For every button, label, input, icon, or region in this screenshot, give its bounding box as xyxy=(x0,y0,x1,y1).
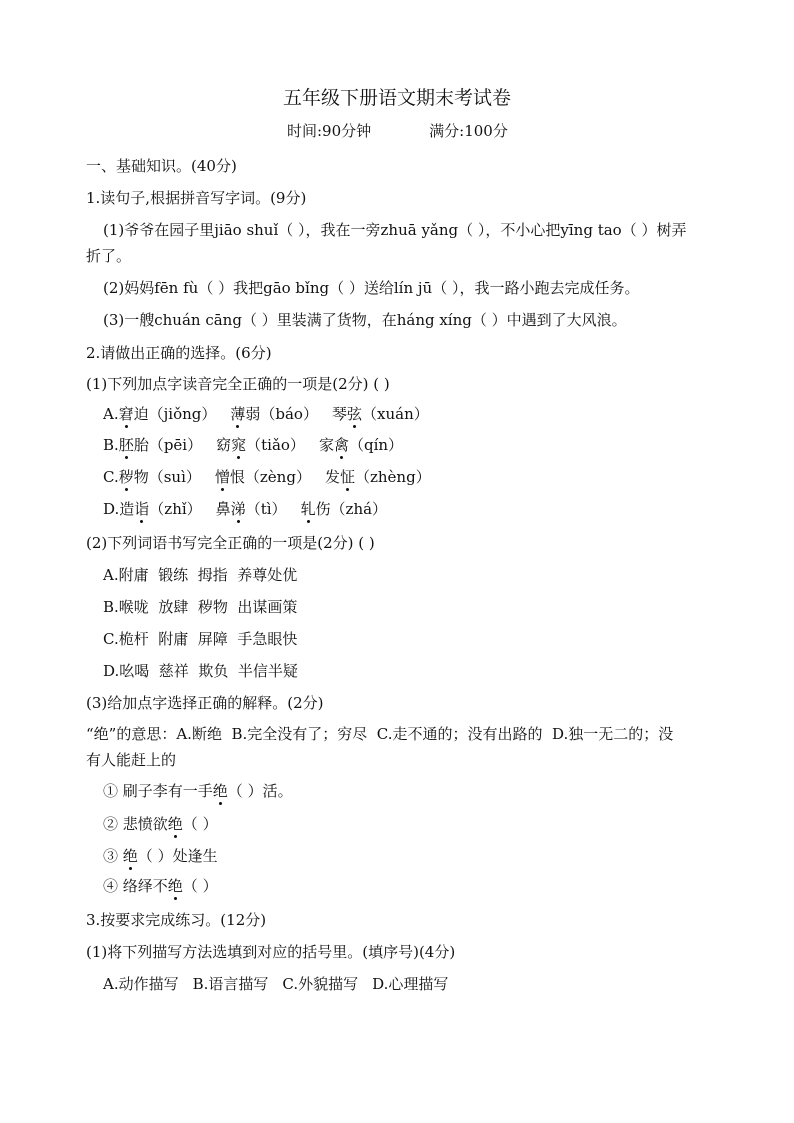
exam-meta xyxy=(287,121,508,141)
definition-line: “绝”的意思：A.断绝 B.完全没有了；穷尽 C.走不通的；没有出路的 D.独一无二的；没 xyxy=(86,725,674,743)
question-2-1-option-b xyxy=(103,435,403,455)
question-1-heading: 1.读句子,根据拼音写字词。(9分) xyxy=(86,189,307,207)
full-score: 满分:100分 xyxy=(429,122,508,140)
dotted-char: 诣 xyxy=(134,500,150,518)
option-item: C.外貌描写 xyxy=(282,975,359,993)
dotted-char: 怔 xyxy=(339,468,355,486)
option-item: 胚胎（pēi） xyxy=(118,436,203,454)
question-3-1-prompt: (1)将下列描写方法选填到对应的括号里。(填序号)(4分) xyxy=(86,943,456,961)
option-item: A.动作描写 xyxy=(103,975,179,993)
option-item: 鼻涕（tì） xyxy=(215,500,287,518)
option-item: 憎恨（zèng） xyxy=(214,468,311,486)
option-item: B.语言描写 xyxy=(192,975,269,993)
option-item: 窘迫（jiǒng） xyxy=(118,405,217,423)
dotted-char: 涕 xyxy=(230,500,246,518)
question-2-2-option-a: A.附庸 锻练 拇指 养尊处优 xyxy=(103,566,298,584)
dotted-char: 绝 xyxy=(122,847,138,865)
option-label: B. xyxy=(103,436,119,454)
question-2-1-option-c xyxy=(103,467,431,487)
option-item: 家禽（qín） xyxy=(318,436,404,454)
option-item: 窈窕（tiǎo） xyxy=(216,436,305,454)
time-limit: 时间:90分钟 xyxy=(287,122,372,140)
dotted-char: 憎 xyxy=(214,468,230,486)
question-1-sentence-3: (3)一艘chuán cāng（ ）里装满了货物，在háng xíng（ ）中遇到了大风浪。 xyxy=(103,311,627,329)
question-2-1-prompt: (1)下列加点字读音完全正确的一项是(2分) ( ) xyxy=(86,375,390,393)
question-1-sentence-1: (1)爷爷在园子里jiāo shuǐ（ ），我在一旁zhuā yǎng（ ），不小心把yīng tao（ ）树弄 xyxy=(103,221,687,239)
question-3-heading: 3.按要求完成练习。(12分) xyxy=(86,911,267,929)
question-2-3-item-2: ② 悲愤欲绝（ ） xyxy=(103,815,218,833)
option-label: A. xyxy=(103,405,119,423)
option-item: 造诣（zhǐ） xyxy=(119,500,202,518)
question-2-3-item-4: ④ 络绎不绝（ ） xyxy=(103,877,218,895)
question-2-3-item-1: ① 刷子李有一手绝（ ）活。 xyxy=(103,782,293,800)
question-2-2-option-b: B.喉咙 放肆 秽物 出谋画策 xyxy=(103,598,298,616)
option-item: 薄弱（báo） xyxy=(230,405,318,423)
section-heading: 一、基础知识。(40分) xyxy=(86,157,237,175)
page-title: 五年级下册语文期末考试卷 xyxy=(282,87,511,109)
question-2-3-prompt: (3)给加点字选择正确的解释。(2分) xyxy=(86,694,324,712)
question-2-2-option-c: C.桅杆 附庸 屏障 手急眼快 xyxy=(103,630,298,648)
question-2-1-option-a xyxy=(103,404,429,424)
dotted-char: 绝 xyxy=(212,782,228,800)
dotted-char: 窕 xyxy=(231,436,247,454)
definition-line-cont: 有人能赶上的 xyxy=(86,751,177,769)
option-item: 琴弦（xuán） xyxy=(331,405,429,423)
description-options xyxy=(103,974,448,994)
option-item: D.心理描写 xyxy=(372,975,449,993)
dotted-char: 胚 xyxy=(118,436,134,454)
dotted-char: 绝 xyxy=(167,877,183,895)
dotted-char: 绝 xyxy=(167,815,183,833)
option-label: C. xyxy=(103,468,119,486)
question-1-sentence-2: (2)妈妈fēn fù（ ）我把gāo bǐng（ ）送给lín jū（ ），我一路小跑去完成任务。 xyxy=(103,279,640,297)
dotted-char: 禽 xyxy=(333,436,349,454)
dotted-char: 窘 xyxy=(118,405,134,423)
option-item: 轧伤（zhá） xyxy=(300,500,388,518)
question-1-sentence-1-cont: 折了。 xyxy=(86,247,132,265)
dotted-char: 弦 xyxy=(346,405,362,423)
dotted-char: 薄 xyxy=(230,405,246,423)
question-2-heading: 2.请做出正确的选择。(6分) xyxy=(86,344,272,362)
option-item: 发怔（zhèng） xyxy=(324,468,431,486)
question-2-2-option-d: D.吆喝 慈祥 欺负 半信半疑 xyxy=(103,662,298,680)
question-2-2-prompt: (2)下列词语书写完全正确的一项是(2分) ( ) xyxy=(86,534,375,552)
question-2-3-item-3: ③ 绝（ ）处逢生 xyxy=(103,847,218,865)
dotted-char: 轧 xyxy=(300,500,316,518)
dotted-char: 秽 xyxy=(118,468,134,486)
question-2-1-option-d xyxy=(103,499,387,519)
option-item: 秽物（suì） xyxy=(118,468,201,486)
option-label: D. xyxy=(103,500,120,518)
